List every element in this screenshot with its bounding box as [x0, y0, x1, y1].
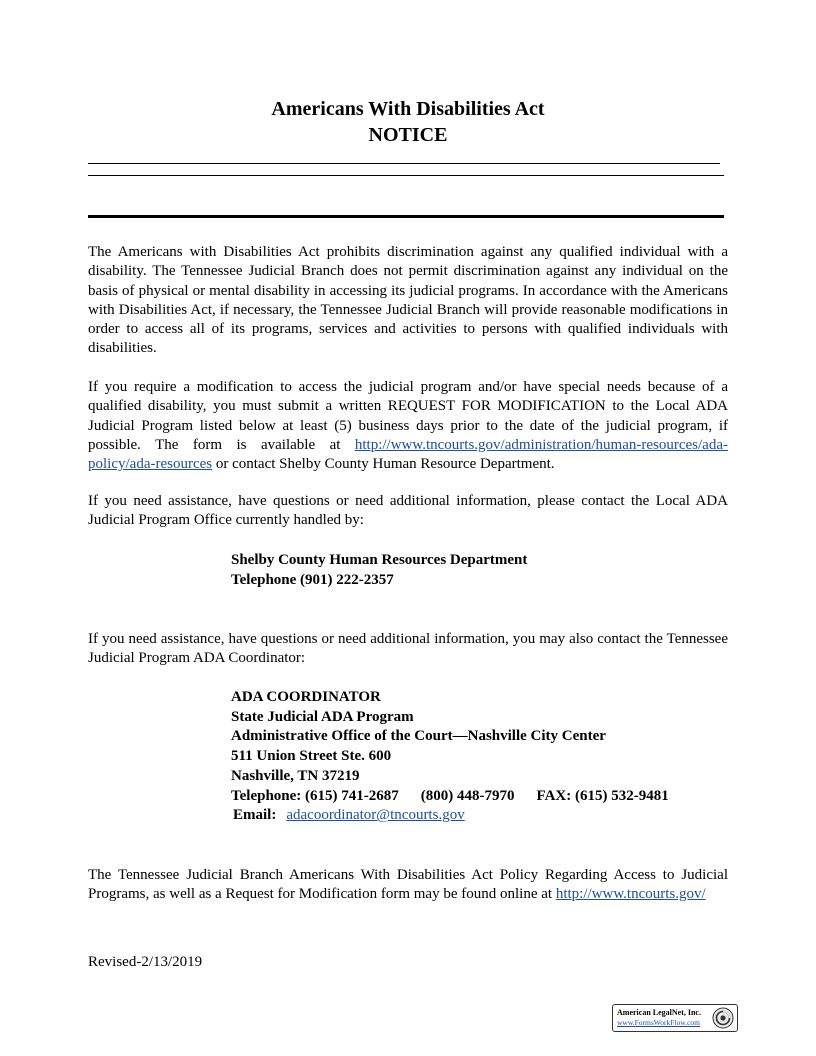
local-contact-paragraph: If you need assistance, have questions or need additional information, please contact the Local ADA Judicial Program Office currently handled by:	[88, 493, 728, 529]
local-contact-block	[231, 551, 527, 590]
tncourts-link[interactable]: http://www.tncourts.gov/	[555, 886, 706, 903]
globe-swirl-icon	[712, 1007, 734, 1029]
coordinator-telephone-2: (800) 448-7970	[420, 787, 515, 804]
policy-online-paragraph	[88, 866, 728, 905]
coordinator-phones	[231, 787, 669, 807]
logo-url[interactable]: www.FormsWorkFlow.com	[617, 1018, 701, 1027]
ada-resources-link[interactable]: http://www.tncourts.gov/administration/human-resources/ada-policy/ada-resources	[88, 436, 728, 473]
coordinator-email-link[interactable]: adacoordinator@tncourts.gov	[286, 807, 465, 824]
coordinator-office: Administrative Office of the Court—Nashville City Center	[231, 728, 606, 745]
coordinator-street: 511 Union Street Ste. 600	[231, 748, 392, 765]
local-contact-telephone: Telephone (901) 222-2357	[231, 571, 394, 588]
paragraph-text: The Tennessee Judicial Branch Americans With Disabilities Act Policy Regarding Access to Judicial Programs, as well as a Request for Modification form may be found online at	[88, 867, 728, 903]
american-legalnet-logo[interactable]	[612, 1004, 738, 1032]
coordinator-email-row	[231, 806, 669, 826]
divider-thick-line	[88, 215, 724, 218]
paragraph-text: If you require a modification to access the judicial program and/or have special needs because of a qualified disability, you must submit a written REQUEST FOR MODIFICATION to the Local ADA Judicial Program listed below at least (5) business days prior to the date of the judicial program, if possible. The form is available at	[88, 379, 728, 453]
paragraph-text: or contact Shelby County Human Resource Department.	[212, 456, 555, 473]
logo-company-name: American LegalNet, Inc.	[617, 1008, 701, 1017]
coordinator-program: State Judicial ADA Program	[231, 708, 414, 725]
local-contact-name: Shelby County Human Resources Department	[231, 552, 528, 568]
modification-request-paragraph	[88, 378, 728, 474]
coordinator-block	[231, 688, 669, 826]
divider-line	[88, 175, 724, 176]
coordinator-fax: FAX: (615) 532-9481	[536, 787, 669, 804]
coordinator-city: Nashville, TN 37219	[231, 767, 360, 784]
coordinator-telephone: Telephone: (615) 741-2687	[231, 787, 399, 804]
ada-policy-paragraph: The Americans with Disabilities Act prohibits discrimination against any qualified individual with a disability. The Tennessee Judicial Branch does not permit discrimination against any individual on the basis of physical or mental disability in accessing its judicial programs. In accordance with the Americans with Disabilities Act, if necessary, the Tennessee Judicial Branch will provide reasonable modifications in order to access all of its programs, services and activities to persons with qualified individuals with disabilities.	[88, 244, 728, 357]
document-subtitle: NOTICE	[368, 124, 448, 146]
document-title: Americans With Disabilities Act	[271, 98, 545, 120]
coordinator-contact-paragraph: If you need assistance, have questions or need additional information, you may also contact the Tennessee Judicial Program ADA Coordinator:	[88, 631, 728, 667]
coordinator-title: ADA COORDINATOR	[231, 689, 381, 705]
revised-date: Revised-2/13/2019	[88, 954, 203, 970]
divider-line	[88, 163, 720, 164]
email-label: Email:	[233, 807, 277, 824]
